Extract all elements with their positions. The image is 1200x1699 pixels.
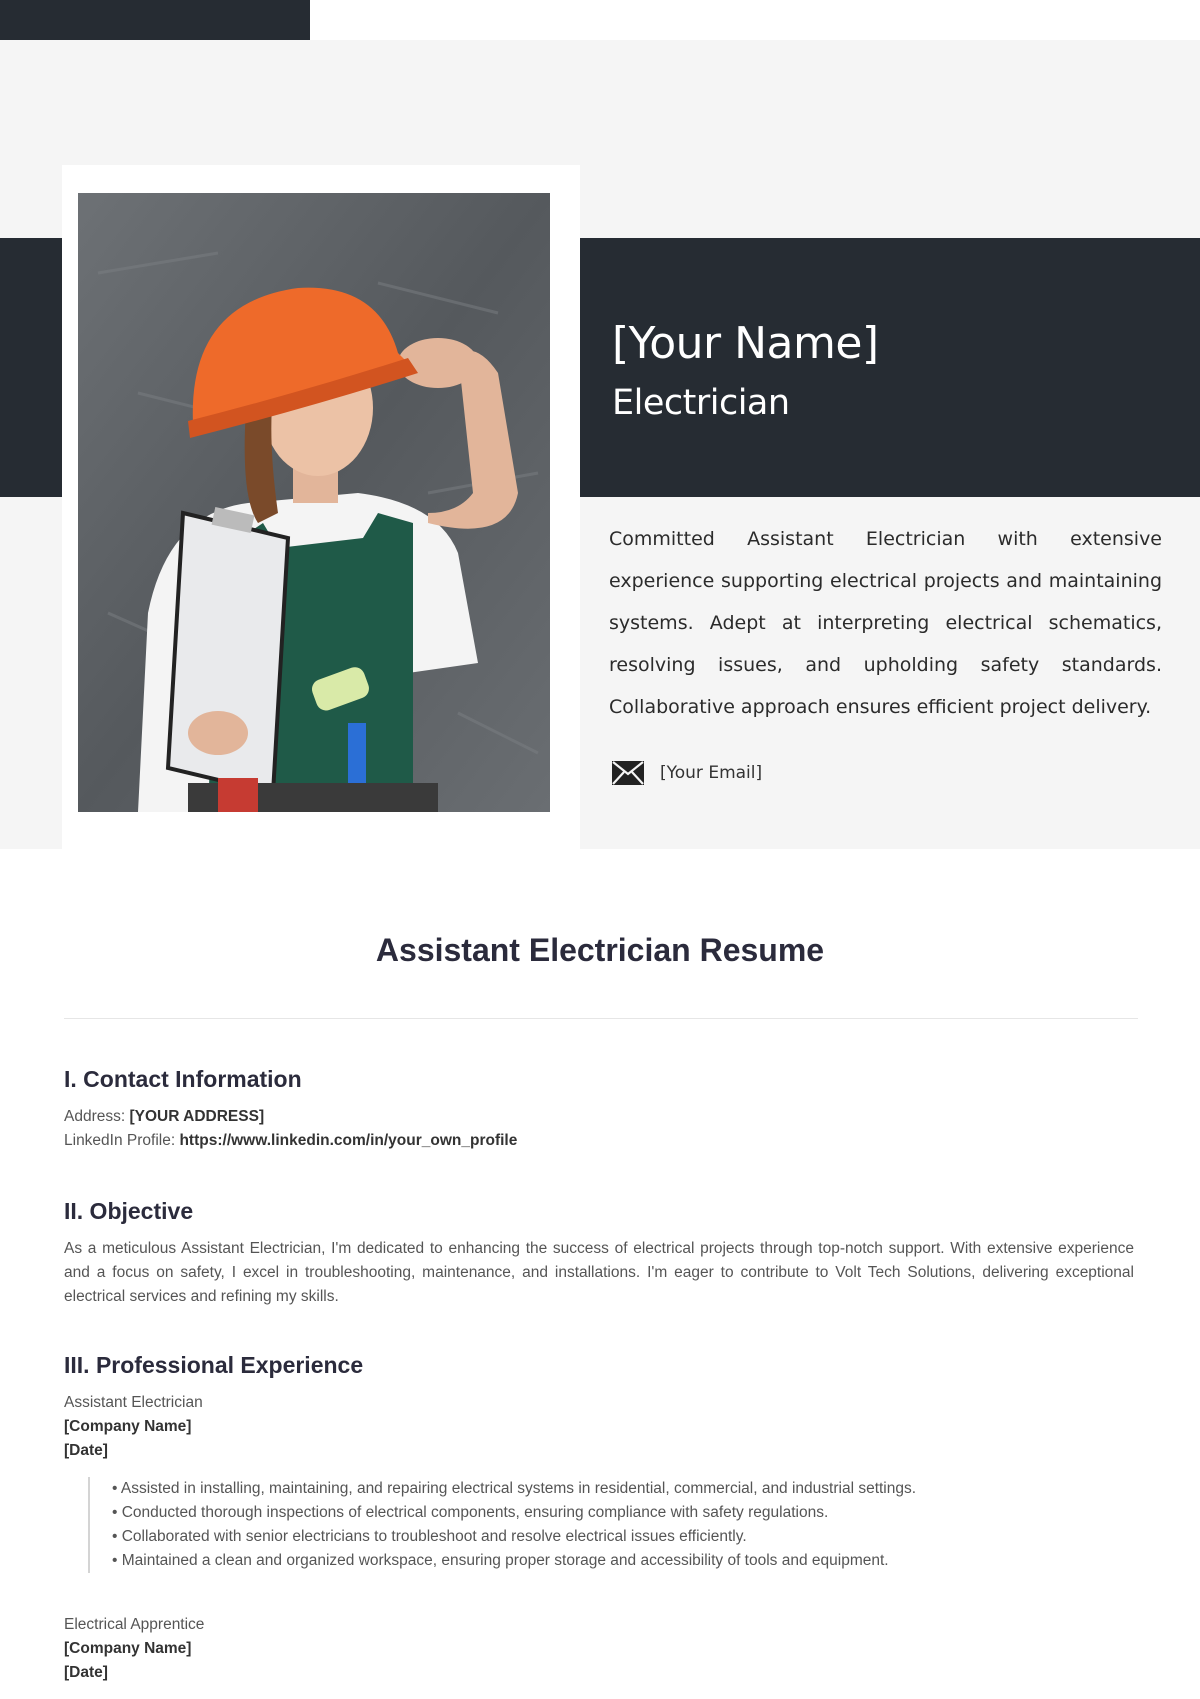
linkedin-label: LinkedIn Profile:: [64, 1132, 176, 1149]
hero-role: Electrician: [612, 383, 790, 423]
job-bullet: • Conducted thorough inspections of electrical components, ensuring compliance with safety regulations.: [112, 1504, 829, 1521]
job-title: Assistant Electrician: [64, 1394, 203, 1411]
address-label: Address:: [64, 1108, 126, 1125]
job-company: [Company Name]: [64, 1418, 192, 1435]
experience-section: [64, 1352, 1134, 1685]
job-bullet: • Assisted in installing, maintaining, and repairing electrical systems in residential, commercial, and industrial settings.: [112, 1480, 917, 1497]
envelope-icon: [612, 761, 644, 785]
email-row: [612, 760, 762, 786]
contact-heading: I. Contact Information: [64, 1066, 302, 1092]
job-entry: [64, 1391, 1134, 1573]
linkedin-value[interactable]: https://www.linkedin.com/in/your_own_profile: [179, 1132, 518, 1149]
job-bullet: • Maintained a clean and organized workspace, ensuring proper storage and accessibility of tools and equipment.: [112, 1552, 889, 1569]
hero-name: [Your Name]: [612, 318, 879, 369]
job-title: Electrical Apprentice: [64, 1616, 205, 1633]
contact-section: [64, 1066, 1134, 1153]
title-divider: [64, 1018, 1138, 1019]
job-date: [Date]: [64, 1664, 108, 1681]
top-accent-bar: [0, 0, 310, 40]
job-bullet-list: [88, 1477, 1134, 1573]
job-entry: [64, 1613, 1134, 1685]
job-bullet: • Collaborated with senior electricians to troubleshoot and resolve electrical issues efficiently.: [112, 1528, 747, 1545]
email-text[interactable]: [Your Email]: [660, 763, 763, 783]
address-value: [YOUR ADDRESS]: [129, 1108, 265, 1125]
job-date: [Date]: [64, 1442, 108, 1459]
objective-section: [64, 1198, 1134, 1309]
linkedin-line: [64, 1129, 1134, 1153]
document-title: Assistant Electrician Resume: [375, 932, 825, 968]
experience-heading: III. Professional Experience: [64, 1352, 364, 1378]
left-dark-band: [0, 238, 62, 497]
hero-summary: Committed Assistant Electrician with extensive experience supporting electrical projects and maintaining systems. Adept at interpreting electrical schematics, resolving issues, and upholding safety standards. Collaborative approach ensures efficient project delivery.: [609, 528, 1162, 718]
job-company: [Company Name]: [64, 1640, 192, 1657]
electrician-photo-illustration: [78, 193, 550, 812]
objective-text: As a meticulous Assistant Electrician, I'm dedicated to enhancing the success of electrical projects through top-notch support. With extensive experience and a focus on safety, I excel in troubleshooting, maintenance, and installations. I'm eager to contribute to Volt Tech Solutions, delivering exceptional electrical services and refining my skills.: [64, 1240, 1134, 1305]
address-line: [64, 1105, 1134, 1129]
photo-card: [62, 165, 580, 849]
profile-photo: [78, 193, 550, 812]
objective-heading: II. Objective: [64, 1198, 194, 1224]
